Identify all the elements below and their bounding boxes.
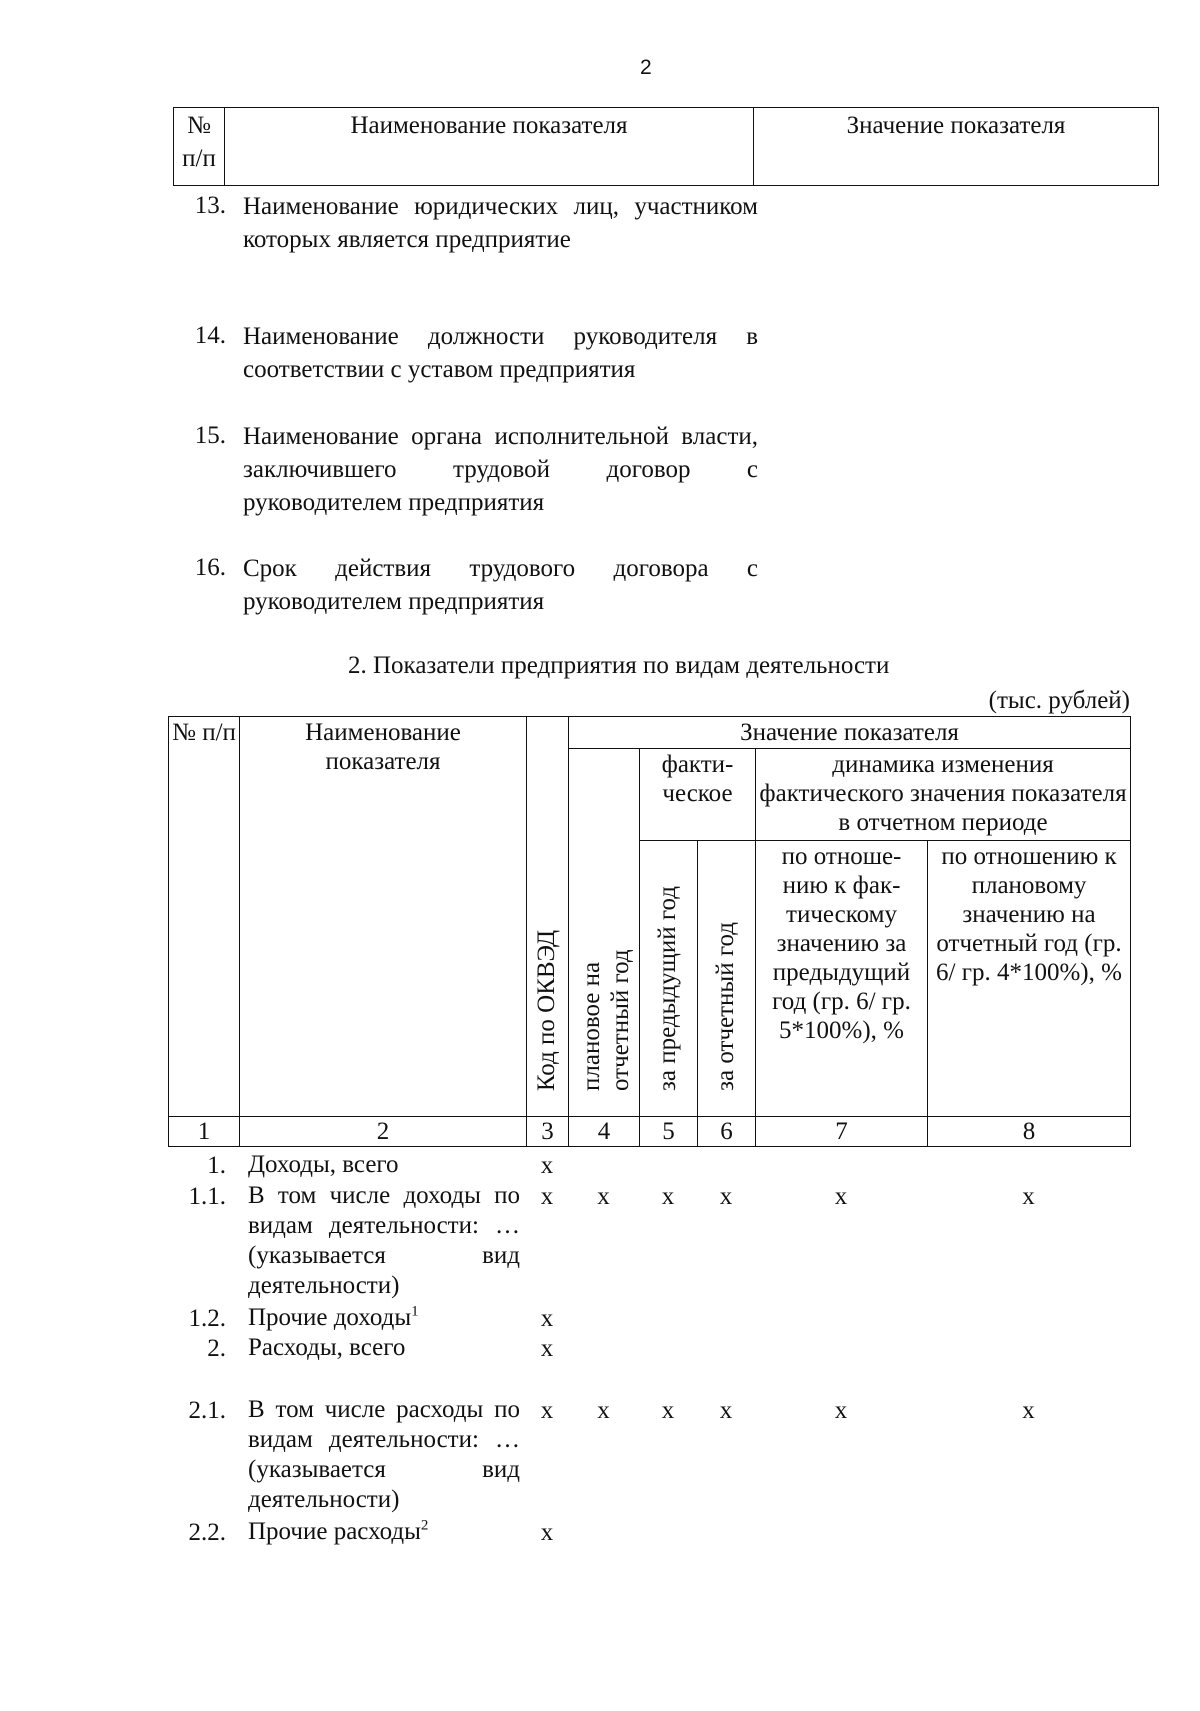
row-number: 16.	[194, 554, 226, 581]
cur-year-label: за отчетный год	[712, 922, 740, 1091]
row-number: 1.	[207, 1152, 226, 1179]
row-name	[248, 1517, 520, 1547]
col-number: 2	[240, 1117, 527, 1147]
col-number: 3	[527, 1117, 569, 1147]
row-number: 2.	[207, 1335, 226, 1362]
planned-label: плановое на отчетный год	[578, 949, 634, 1091]
col-number: 5	[640, 1117, 698, 1147]
mark: х	[540, 1183, 554, 1210]
row-number: 1.2.	[188, 1305, 226, 1332]
indicators-table-header	[173, 107, 1159, 186]
row-name: Срок действия трудового договора с руководителем предприятия	[243, 555, 758, 615]
okved-label: Код по ОКВЭД	[533, 929, 561, 1091]
col-number: 4	[569, 1117, 640, 1147]
col-number: 8	[928, 1117, 1131, 1147]
mark: х	[1022, 1397, 1035, 1424]
page-number: 2	[640, 56, 652, 79]
row-number: 15.	[194, 422, 226, 449]
row-number: 2.1.	[188, 1397, 226, 1424]
row-name: Доходы, всего	[248, 1151, 399, 1178]
header-name: Наименование показателя	[240, 717, 527, 1117]
header-actual: факти- ческое	[640, 749, 756, 841]
row-name: Расходы, всего	[248, 1334, 406, 1361]
header-cur-year	[698, 841, 756, 1117]
mark: х	[1022, 1183, 1035, 1210]
header-planned	[569, 749, 640, 1117]
row-name-text: Прочие расходы	[248, 1518, 421, 1545]
row-name-text: Прочие доходы	[248, 1304, 412, 1331]
row-name: Наименование юридических лиц, участником которых является предприятие	[243, 193, 758, 253]
prev-year-label: за предыдущий год	[654, 886, 682, 1091]
mark: х	[540, 1519, 554, 1546]
col-number: 1	[169, 1117, 240, 1147]
header-okved	[527, 717, 569, 1117]
mark: х	[540, 1335, 554, 1362]
mark: х	[597, 1397, 610, 1424]
mark: х	[661, 1397, 675, 1424]
row-name: Наименование органа исполнительной власти, заключившего трудовой договор с руководителем предприятия	[243, 423, 758, 516]
row-number: 2.2.	[188, 1519, 226, 1546]
mark: х	[834, 1183, 848, 1210]
col-number: 7	[756, 1117, 928, 1147]
header-vs-actual: по отноше- нию к фак- тическому значению за предыдущий год (гр. 6/ гр. 5*100%), %	[756, 841, 928, 1117]
section-title: 2. Показатели предприятия по видам деятельности	[348, 652, 890, 679]
row-name: В том числе расходы по видам деятельности: … (указывается вид деятельности)	[248, 1396, 520, 1513]
header-dynamics: динамика изменения фактического значения показателя в отчетном периоде	[756, 749, 1131, 841]
mark: х	[540, 1305, 554, 1332]
mark: х	[540, 1397, 554, 1424]
mark: х	[597, 1183, 610, 1210]
mark: х	[719, 1397, 733, 1424]
row-number: 14.	[194, 322, 226, 349]
header-value: Значение показателя	[569, 717, 1131, 749]
row-name: Наименование должности руководителя в соответствии с уставом предприятия	[243, 323, 758, 383]
mark: х	[834, 1397, 848, 1424]
row-number: 13.	[194, 192, 226, 219]
header-prev-year	[640, 841, 698, 1117]
footnote-mark: 1	[411, 1303, 419, 1320]
header-num: № п/п	[174, 108, 225, 186]
col-number: 6	[698, 1117, 756, 1147]
row-name: В том числе доходы по видам деятельности: … (указывается вид деятельности)	[248, 1182, 520, 1299]
mark: х	[719, 1183, 733, 1210]
row-number: 1.1.	[188, 1183, 226, 1210]
header-num: № п/п	[169, 717, 240, 1117]
row-name	[248, 1303, 520, 1333]
mark: х	[540, 1152, 554, 1179]
mark: х	[661, 1183, 675, 1210]
footnote-mark: 2	[420, 1517, 429, 1534]
header-value: Значение показателя	[754, 108, 1159, 186]
units-label: (тыс. рублей)	[988, 687, 1130, 714]
activity-table-header	[168, 716, 1131, 1147]
header-vs-planned: по отношению к плановому значению на отчетный год (гр. 6/ гр. 4*100%), %	[928, 841, 1131, 1117]
header-name: Наименование показателя	[225, 108, 754, 186]
